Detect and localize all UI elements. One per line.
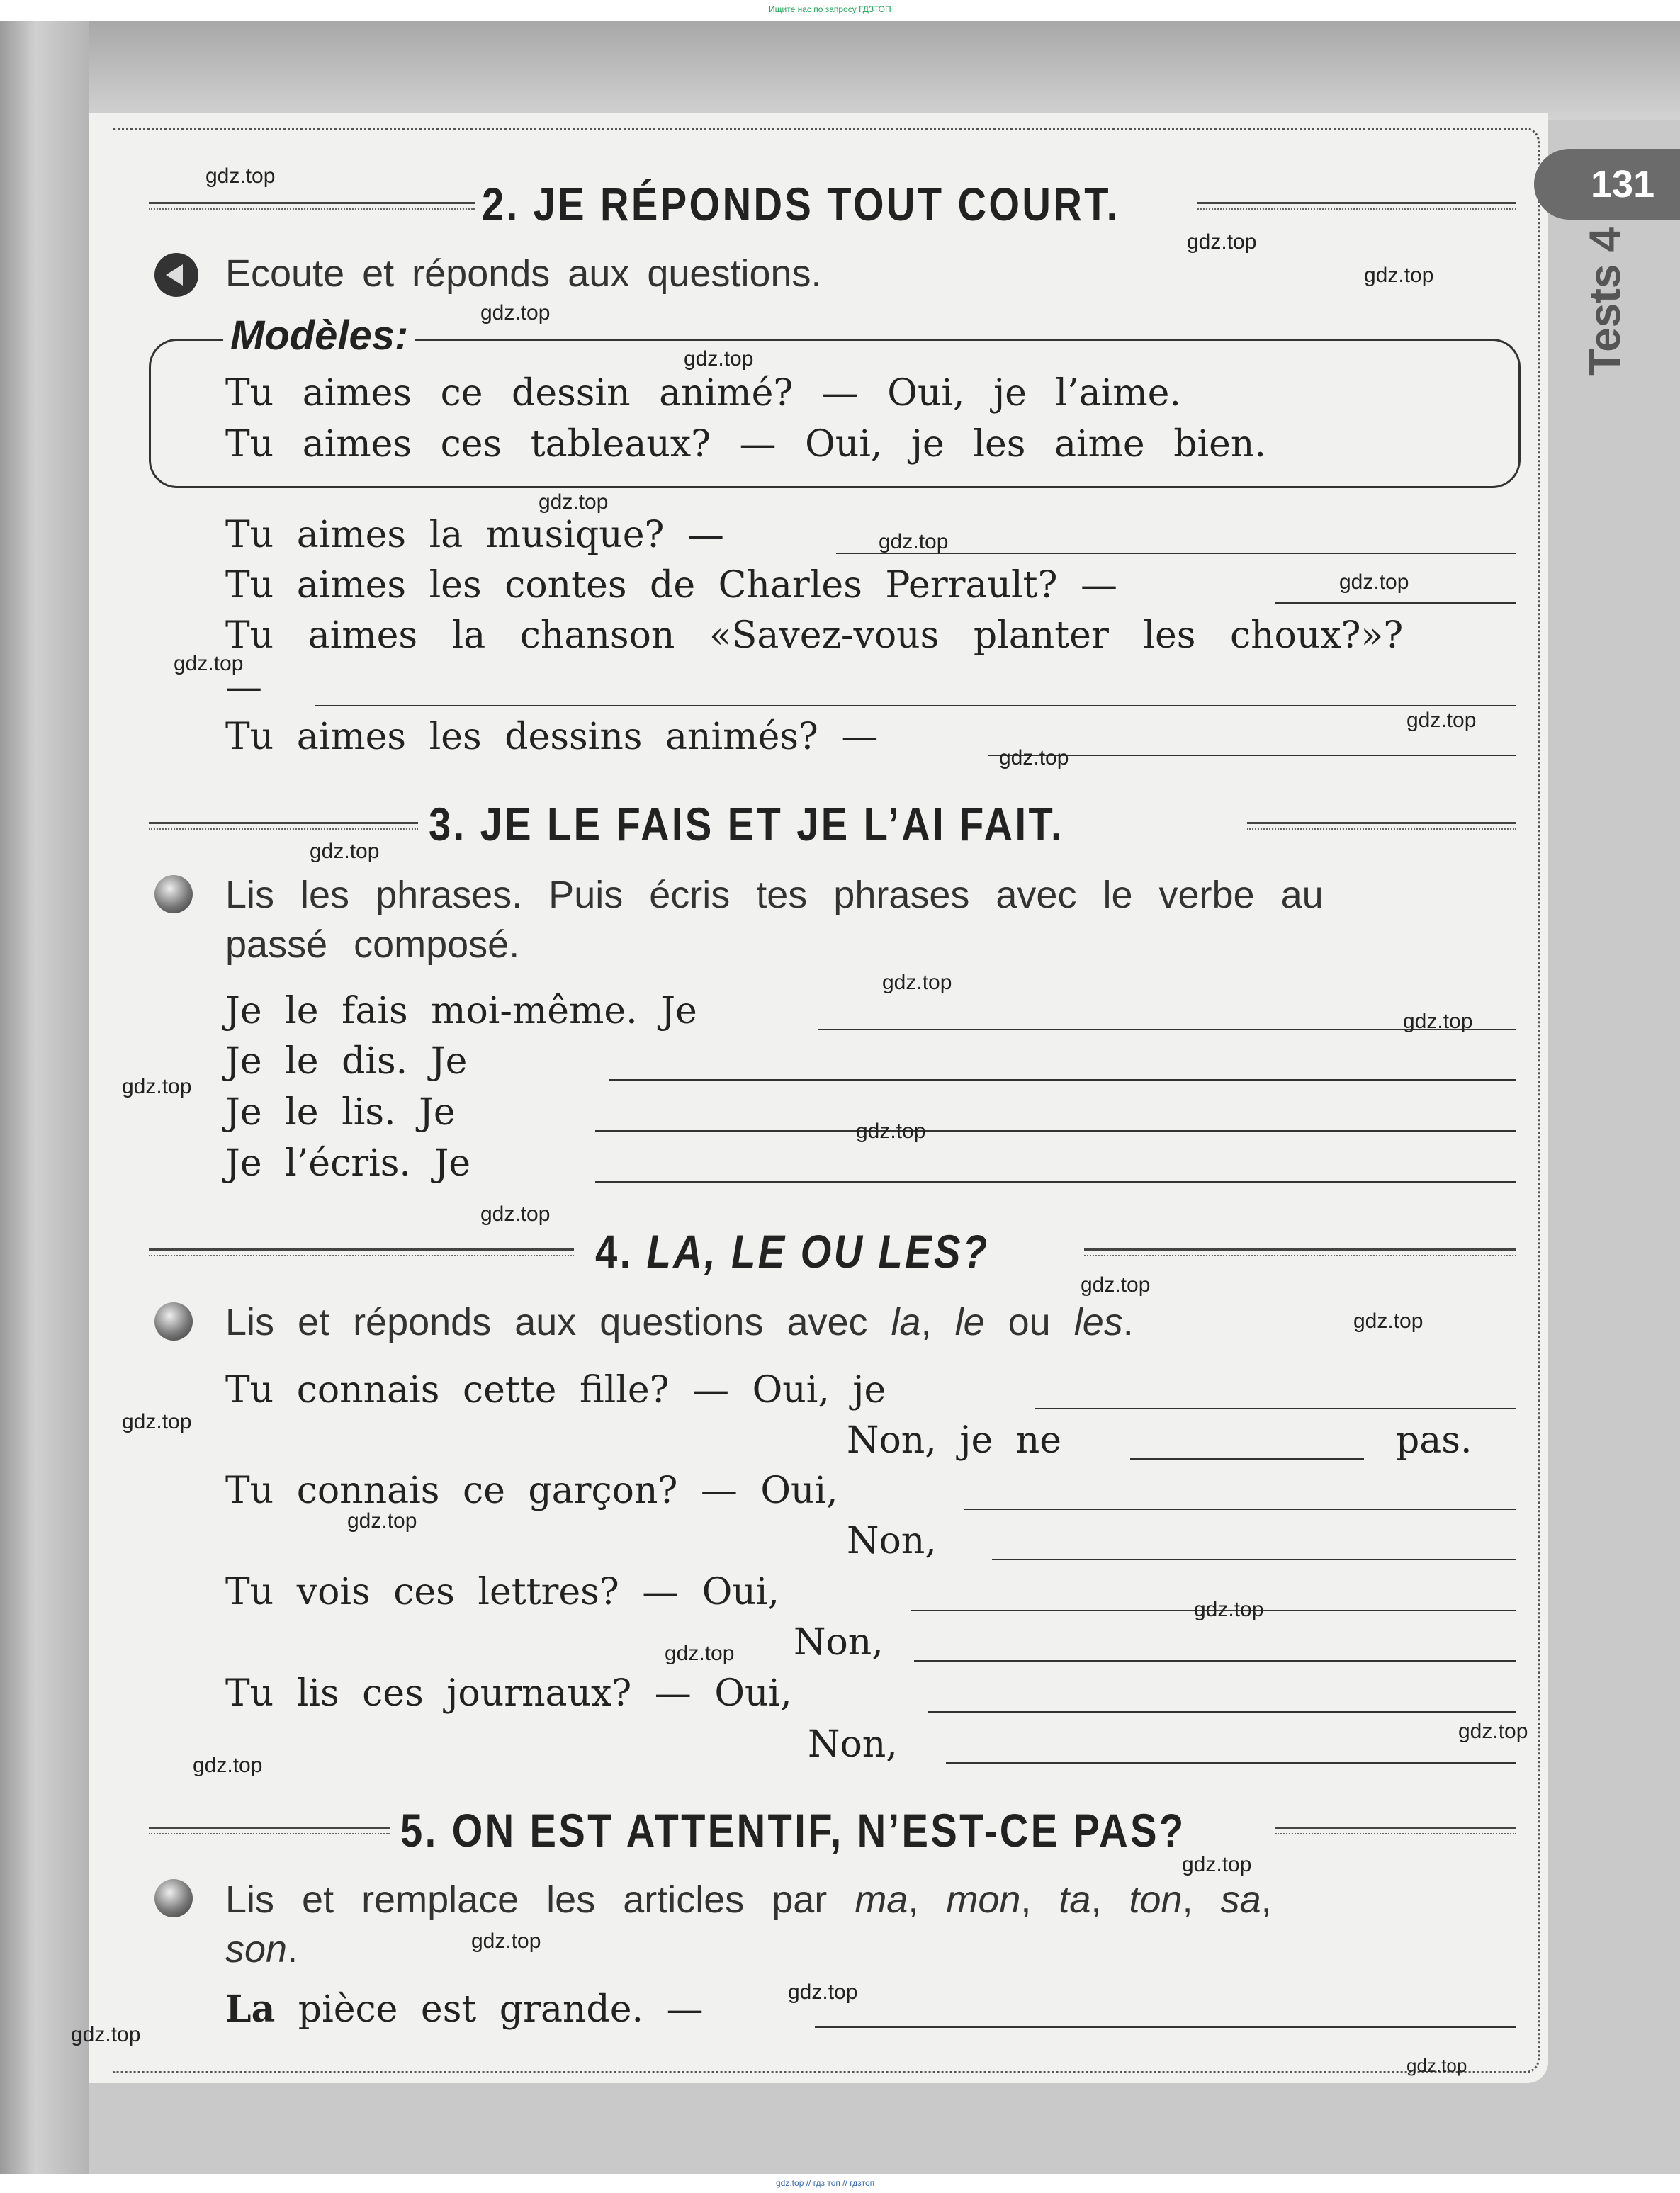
section-divider: [1197, 202, 1516, 210]
question-negative: Non, je ne: [847, 1419, 1062, 1462]
question: Tu connais ce garçon? — Oui,: [225, 1470, 838, 1512]
section-4-instruction: Lis et réponds aux questions avec la, le ou les.: [225, 1301, 1134, 1343]
instruction-word: le: [954, 1301, 985, 1343]
exercise-item: Je le fais moi-même. Je: [225, 990, 697, 1032]
section-divider: [1275, 1827, 1516, 1834]
answer-blank[interactable]: [992, 1559, 1516, 1560]
section-divider: [149, 202, 475, 210]
instruction-text: ou: [1008, 1301, 1051, 1343]
watermark: gdz.top: [310, 840, 380, 863]
watermark: gdz.top: [1458, 1720, 1528, 1743]
instruction-word: ton: [1129, 1878, 1183, 1921]
header-banner-text: Ищите нас по запросу ГДЗТОП: [769, 4, 891, 14]
watermark: gdz.top: [174, 652, 244, 675]
answer-blank[interactable]: [914, 1660, 1516, 1662]
watermark: gdz.top: [882, 971, 952, 994]
watermark: gdz.top: [999, 746, 1069, 769]
answer-blank[interactable]: [964, 1509, 1516, 1510]
watermark: gdz.top: [471, 1929, 541, 1953]
question: Tu connais cette fille? — Oui, je: [225, 1369, 886, 1411]
exercise-item: Je le dis. Je: [225, 1040, 468, 1083]
question: [225, 1988, 704, 2031]
models-label: Modèles:: [223, 312, 415, 359]
section-3-instruction: passé composé.: [225, 923, 520, 966]
watermark: gdz.top: [1339, 570, 1409, 594]
section-divider: [149, 822, 418, 830]
answer-blank[interactable]: [815, 2026, 1516, 2028]
page-top-shadow: [0, 21, 1680, 120]
watermark: gdz.top: [205, 164, 276, 188]
watermark: gdz.top: [480, 301, 551, 325]
section-divider: [1247, 822, 1516, 830]
answer-blank[interactable]: [928, 1711, 1516, 1713]
answer-blank[interactable]: [946, 1762, 1516, 1764]
section-5-instruction: Lis et remplace les articles par ma, mon, ta, ton, sa,: [225, 1878, 1272, 1921]
section-divider: [149, 1248, 574, 1256]
instruction-word: sa: [1220, 1878, 1261, 1921]
instruction-text: Lis et remplace les articles par: [225, 1878, 828, 1921]
question-negative-end: pas.: [1396, 1419, 1472, 1462]
watermark: gdz.top: [122, 1410, 192, 1433]
question: Tu lis ces journaux? — Oui,: [225, 1672, 792, 1715]
model-line: Tu aimes ces tableaux? — Oui, je les aime bien.: [225, 423, 1266, 466]
watermark: gdz.top: [71, 2023, 141, 2046]
instruction-word: ma: [855, 1878, 908, 1921]
watermark: gdz.top: [879, 530, 949, 553]
answer-blank[interactable]: [595, 1130, 1516, 1132]
section-5-title: 5. ON EST ATTENTIF, N’EST-CE PAS?: [400, 1804, 1186, 1856]
question: Tu vois ces lettres? — Oui,: [225, 1571, 780, 1613]
watermark: gdz.top: [1406, 709, 1477, 732]
model-line: Tu aimes ce dessin animé? — Oui, je l’aime.: [225, 372, 1181, 415]
section-4-title: [595, 1224, 990, 1278]
watermark: gdz.top: [1081, 1273, 1151, 1297]
question-negative: Non,: [847, 1520, 937, 1562]
question-negative: Non,: [808, 1723, 898, 1766]
instruction-word: ta: [1059, 1878, 1091, 1921]
answer-blank[interactable]: [609, 1079, 1516, 1081]
section-3-instruction: Lis les phrases. Puis écris tes phrases avec le verbe au: [225, 874, 1324, 916]
section-4-title-text: LA, LE OU LES?: [646, 1225, 990, 1278]
watermark: gdz.top: [480, 1202, 551, 1226]
question: Tu aimes les dessins animés? —: [225, 716, 879, 758]
watermark: gdz.top: [684, 347, 754, 371]
watermark: gdz.top: [122, 1075, 192, 1098]
watermark: gdz.top: [1406, 2055, 1467, 2076]
instruction-text: Lis et réponds aux questions avec: [225, 1301, 868, 1343]
footer-banner-text: gdz.top // гдз топ // гдзтоп: [776, 2178, 875, 2188]
exercise-item: Je l’écris. Je: [225, 1142, 471, 1185]
watermark: gdz.top: [193, 1754, 263, 1777]
side-label-text: Tests 4: [1581, 227, 1630, 376]
speaker-icon[interactable]: [154, 253, 198, 297]
side-label: [1580, 227, 1665, 432]
watermark: gdz.top: [1182, 1853, 1252, 1876]
instruction-word: mon: [946, 1878, 1021, 1921]
watermark: gdz.top: [1353, 1309, 1424, 1333]
section-5-instruction: son.: [225, 1928, 298, 1971]
bullet-icon: [154, 875, 193, 913]
watermark: gdz.top: [665, 1642, 735, 1665]
watermark: gdz.top: [788, 1980, 858, 2004]
answer-blank[interactable]: [315, 705, 1516, 706]
article-bold: La: [225, 1988, 276, 2031]
header-banner: [0, 0, 1680, 21]
watermark: gdz.top: [347, 1509, 417, 1533]
exercise-item: Je le lis. Je: [225, 1091, 456, 1134]
question: Tu aimes les contes de Charles Perrault? —: [225, 564, 1117, 607]
question-negative: Non,: [794, 1621, 884, 1664]
bullet-icon: [154, 1302, 193, 1341]
section-divider: [1084, 1248, 1516, 1256]
page-number: 131: [1534, 149, 1680, 220]
instruction-word: la: [891, 1301, 921, 1343]
watermark: gdz.top: [1194, 1598, 1264, 1621]
section-4-number: 4.: [595, 1225, 633, 1278]
question: Tu aimes la musique? —: [225, 514, 724, 556]
section-divider: [149, 1827, 390, 1834]
answer-blank[interactable]: [595, 1181, 1516, 1183]
question-text: pièce est grande. —: [298, 1988, 704, 2031]
watermark: gdz.top: [1364, 264, 1434, 287]
answer-blank[interactable]: [1035, 1408, 1516, 1409]
instruction-word: son: [225, 1928, 288, 1971]
answer-blank[interactable]: [1130, 1458, 1364, 1460]
section-3-title: 3. JE LE FAIS ET JE L’AI FAIT.: [429, 798, 1064, 850]
answer-blank[interactable]: [1275, 602, 1516, 604]
watermark: gdz.top: [539, 490, 609, 514]
watermark: gdz.top: [1403, 1010, 1473, 1033]
watermark: gdz.top: [856, 1120, 926, 1143]
question: Tu aimes la chanson «Savez-vous planter les choux?»?: [225, 614, 1404, 657]
section-2-title: 2. JE RÉPONDS TOUT COURT.: [482, 178, 1120, 230]
book-spine: [0, 21, 89, 2174]
watermark: gdz.top: [1187, 230, 1257, 254]
footer-banner: [0, 2174, 1680, 2193]
dash: —: [225, 666, 262, 709]
instruction-word: les: [1073, 1301, 1123, 1343]
section-2-instruction: Ecoute et réponds aux questions.: [225, 252, 822, 295]
bullet-icon: [154, 1879, 193, 1917]
